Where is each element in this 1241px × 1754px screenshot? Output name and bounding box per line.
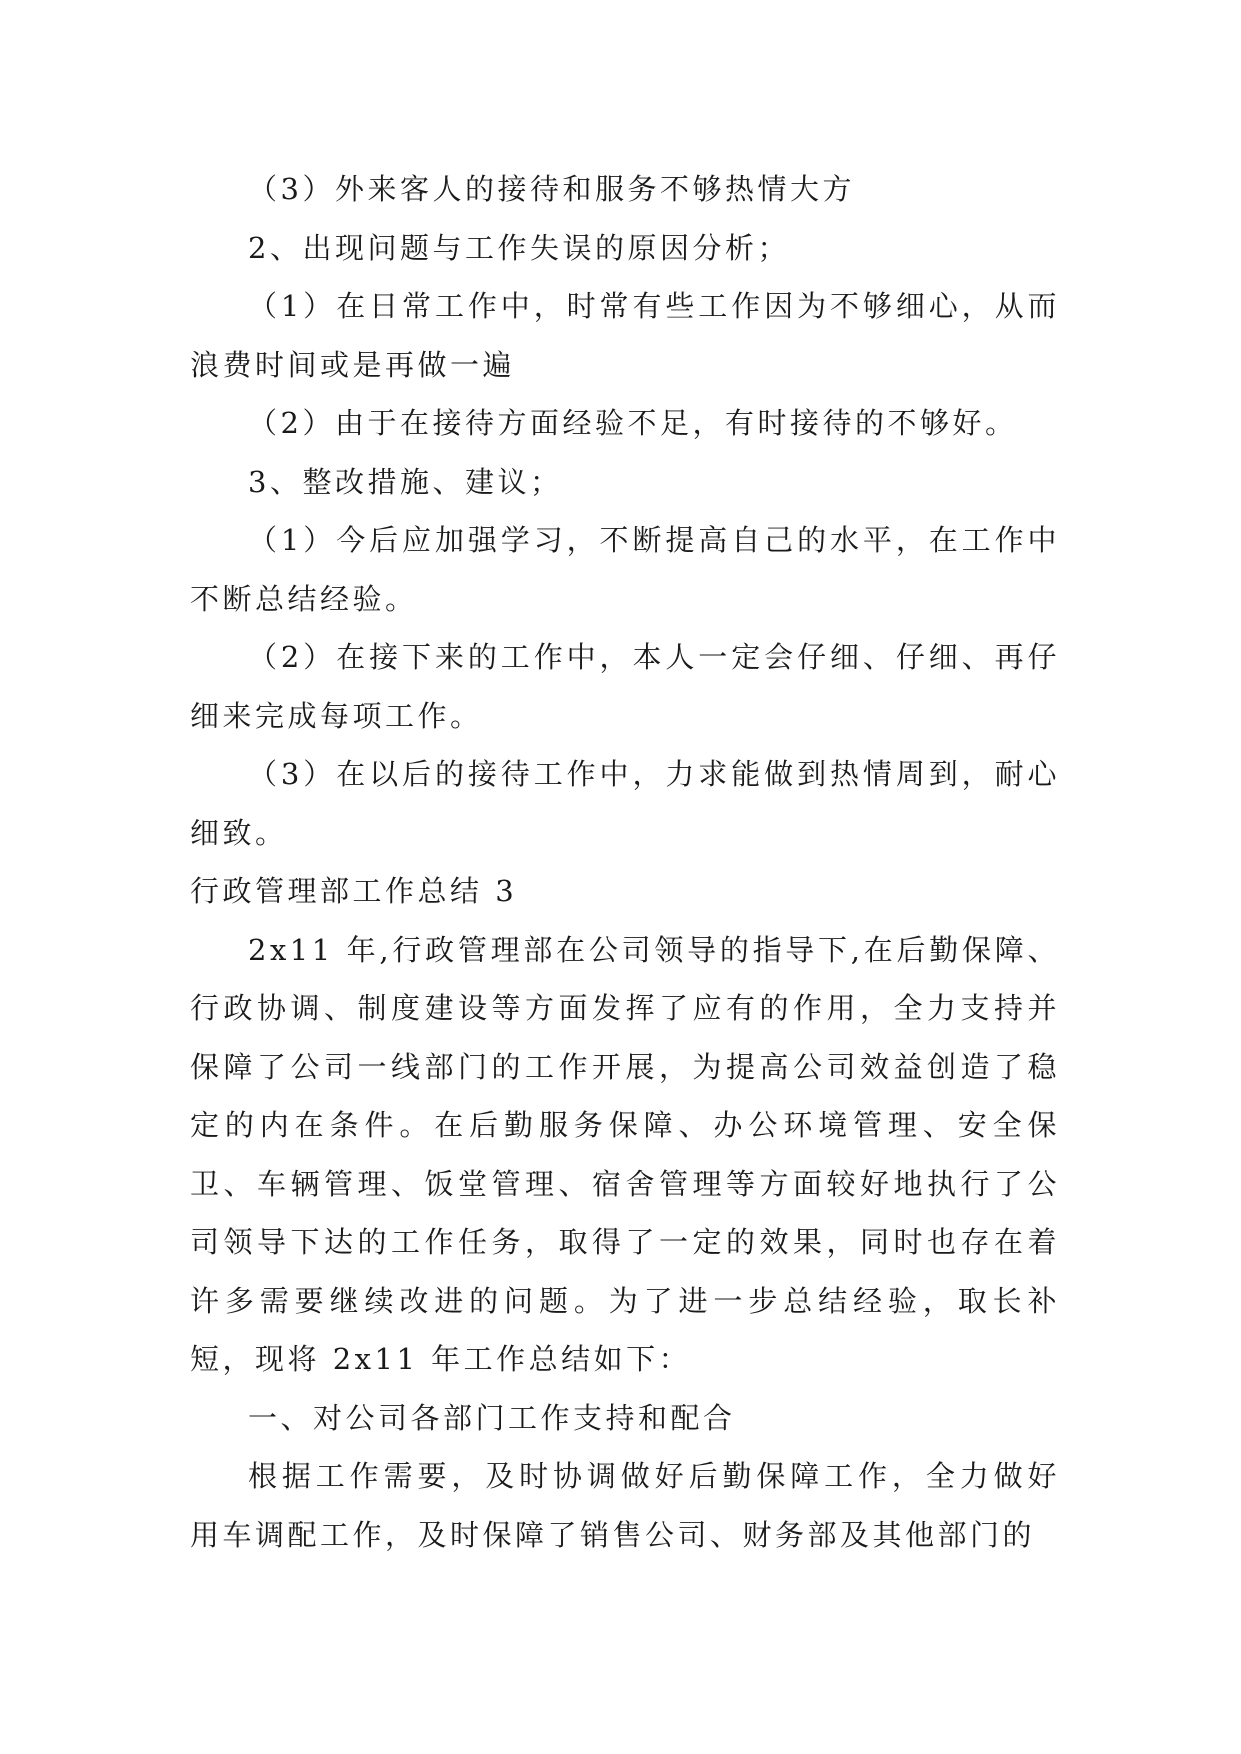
paragraph-cause-1: （1）在日常工作中，时常有些工作因为不够细心，从而浪费时间或是再做一遍: [190, 289, 1060, 382]
paragraph-cause-2: （2）由于在接待方面经验不足，有时接待的不够好。: [248, 406, 1018, 440]
paragraph-measures-heading: 3、整改措施、建议；: [248, 464, 563, 499]
paragraph-reception-issue: （3）外来客人的接待和服务不够热情大方: [248, 172, 855, 206]
paragraph-support-body: 根据工作需要，及时协调做好后勤保障工作，全力做好用车调配工作，及时保障了销售公司、财务部及其他部门的: [190, 1459, 1060, 1552]
paragraph-summary-intro: 2x11 年,行政管理部在公司领导的指导下,在后勤保障、行政协调、制度建设等方面发挥了应有的作用，全力支持并保障了公司一线部门的工作开展，为提高公司效益创造了稳定的内在条件。在后勤服务保障、办公环境管理、安全保卫、车辆管理、饭堂管理、宿舍管理等方面较好地执行了公司领导下达的工作任务，取得了一定的效果，同时也存在着许多需要继续改进的问题。为了进一步总结经验，取长补短，现将 2x11 年工作总结如下：: [190, 932, 1060, 1376]
paragraph-measure-1: （1）今后应加强学习，不断提高自己的水平，在工作中不断总结经验。: [190, 523, 1060, 616]
document-body: [190, 160, 1060, 1564]
paragraph-measure-2: （2）在接下来的工作中，本人一定会仔细、仔细、再仔细来完成每项工作。: [190, 640, 1060, 733]
paragraph-cause-heading: 2、出现问题与工作失误的原因分析；: [248, 230, 790, 265]
paragraph-support-heading: 一、对公司各部门工作支持和配合: [248, 1400, 736, 1435]
section-title: 行政管理部工作总结 3: [190, 874, 518, 908]
paragraph-measure-3: （3）在以后的接待工作中，力求能做到热情周到，耐心细致。: [190, 757, 1060, 850]
